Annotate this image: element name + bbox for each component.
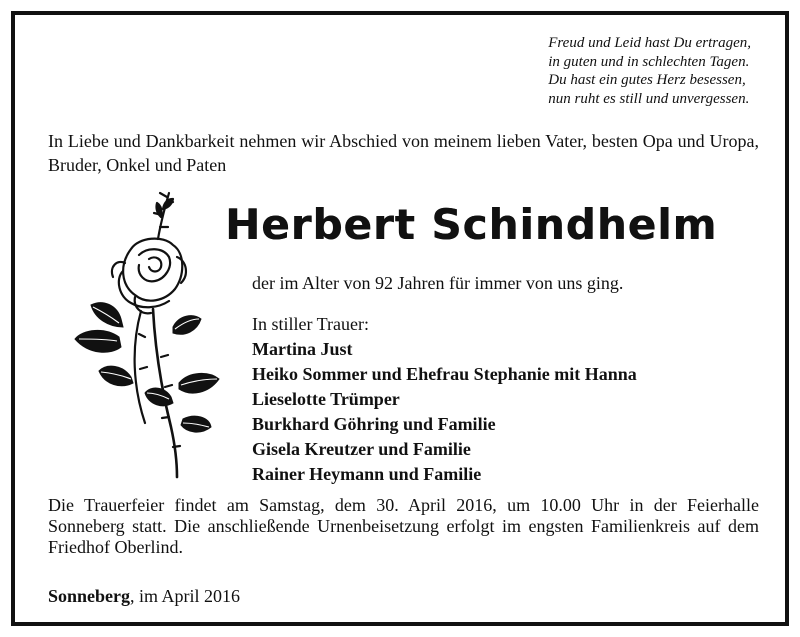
intro-text: In Liebe und Dankbarkeit nehmen wir Abschied von meinem lieben Vater, besten Opa und Uropa, Bruder, Onkel und Paten bbox=[48, 131, 759, 175]
poem-line: in guten und in schlechten Tagen. bbox=[548, 53, 750, 70]
mourner-name: Gisela Kreutzer und Familie bbox=[252, 439, 471, 459]
age-line: der im Alter von 92 Jahren für immer von uns ging. bbox=[252, 273, 624, 293]
mourner-name: Martina Just bbox=[252, 339, 353, 359]
poem-line: Freud und Leid hast Du ertragen, bbox=[548, 35, 751, 51]
funeral-info: Die Trauerfeier findet am Samstag, dem 30. April 2016, um 10.00 Uhr in der Feierhalle Sonneberg statt. Die anschließende Urnenbeisetzung erfolgt im engsten Familienkreis auf dem Friedhof Oberlind. bbox=[48, 495, 759, 557]
poem bbox=[548, 34, 751, 108]
poem-line: nun ruht es still und unvergessen. bbox=[548, 90, 750, 107]
deceased-name: Herbert Schindhelm bbox=[225, 200, 718, 249]
poem-line: Du hast ein gutes Herz besessen, bbox=[548, 72, 746, 88]
closing-date: , im April 2016 bbox=[130, 586, 241, 606]
obituary-notice bbox=[11, 11, 789, 626]
closing-line bbox=[48, 584, 240, 608]
mourner-name: Heiko Sommer und Ehefrau Stephanie mit Hanna bbox=[252, 364, 637, 384]
mourner-name: Lieselotte Trümper bbox=[252, 389, 400, 409]
mourners-list bbox=[252, 312, 637, 487]
rose-icon bbox=[61, 187, 221, 479]
mourning-lead: In stiller Trauer: bbox=[252, 314, 369, 334]
mourner-name: Burkhard Göhring und Familie bbox=[252, 414, 496, 434]
closing-place: Sonneberg bbox=[48, 586, 131, 606]
mourner-name: Rainer Heymann und Familie bbox=[252, 464, 482, 484]
